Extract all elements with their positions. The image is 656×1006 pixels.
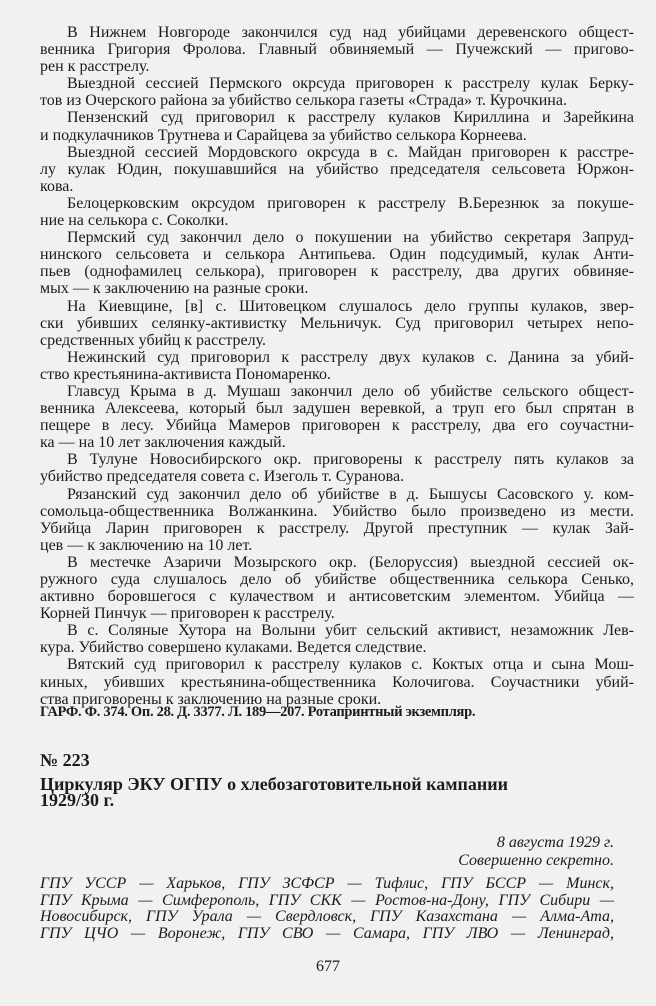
text-line: сомольца-общественника Волжанкина. Убийство было произведено из мести.: [40, 502, 634, 520]
text-line: Выездной сессией Мордовского окрсуда в с. Майдан приговорен к расстре-: [67, 143, 634, 161]
text-line: Рязанский суд закончил дело об убийстве в д. Бышусы Сасовского у. ком-: [67, 485, 634, 503]
text-line: мых — к заключению на разные сроки.: [40, 280, 309, 298]
text-line: ства приговорены к заключению на разные сроки.: [40, 690, 382, 708]
text-line: ство крестьянина-активиста Пономаренко.: [40, 365, 331, 383]
page-number: 677: [316, 958, 340, 975]
text-line: Нежинский суд приговорил к расстрелу двух кулаков с. Данина за убий-: [67, 348, 634, 366]
paragraph: [40, 144, 634, 195]
paragraph: [40, 349, 634, 383]
text-line: ски убивших селянку-активистку Мельничук. Суд приговорил четырех непо-: [40, 314, 634, 332]
text-line: Выездной сессией Пермского окрсуда приговорен к расстрелу кулак Берку-: [67, 75, 634, 93]
text-line: рен к расстрелу.: [40, 58, 150, 76]
paragraph: [40, 298, 634, 349]
text-line: В с. Соляные Хутора на Волыни убит сельский активист, незаможник Лев-: [67, 622, 634, 640]
text-line: пещере в лесу. Убийца Мамеров приговорен к расстрелу, два его соучастни-: [40, 417, 634, 435]
text-line: киных, убивших крестьянина-общественника Колочигова. Соучастники убий-: [40, 673, 634, 691]
body-text: [40, 24, 634, 708]
text-line: кура. Убийство совершено кулаками. Ведется следствие.: [40, 639, 427, 657]
text-line: В Нижнем Новгороде закончился суд над убийцами деревенского общест-: [67, 24, 634, 41]
text-line: Убийца Ларин приговорен к расстрелу. Другой преступник — кулак Зай-: [40, 519, 634, 537]
text-line: пьев (однофамилец селькора), приговорен к расстрелу, два других обвиняе-: [40, 263, 634, 281]
text-line: венника Алексеева, который был задушен веревкой, а труп его был спрятан в: [40, 400, 634, 418]
document-date: 8 августа 1929 г.: [496, 834, 614, 851]
text-line: нинского сельсовета и селькора Антипьева. Один подсудимый, кулак Анти-: [40, 246, 634, 264]
addressees: [40, 876, 614, 943]
paragraph: [40, 383, 634, 451]
text-line: тов из Очерского района за убийство селькора газеты «Страда» т. Курочкина.: [40, 92, 567, 110]
paragraph: [40, 195, 634, 229]
paragraph: [40, 109, 634, 143]
document-classification: Совершенно секретно.: [458, 852, 614, 869]
addressee-line: ГПУ Крыма — Симферополь, ГПУ СКК — Ростов-на-Дону, ГПУ Сибири —: [40, 891, 614, 909]
addressee-line: Новосибирск, ГПУ Урала — Свердловск, ГПУ Казахстана — Алма-Ата,: [40, 908, 614, 926]
text-line: Пермский суд закончил дело о покушении на убийство секретаря Запруд-: [67, 229, 634, 247]
document-title: [40, 776, 600, 808]
text-line: цев — к заключению на 10 лет.: [40, 536, 253, 554]
paragraph: [40, 75, 634, 109]
text-line: ружного суда слушалось дело об убийстве общественника селькора Сенько,: [40, 571, 634, 588]
text-line: ка — на 10 лет заключения каждый.: [40, 434, 286, 452]
text-line: Белоцерковским окрсудом приговорен к расстрелу В.Березнюк за покуше-: [67, 194, 634, 212]
text-line: ние на селькора с. Соколки.: [40, 212, 229, 230]
archive-source-note: ГАРФ. Ф. 374. Оп. 28. Д. 3377. Л. 189—207. Ротапринтный экземпляр.: [40, 704, 476, 720]
paragraph: [40, 229, 634, 297]
text-line: средственных убийц к расстрелу.: [40, 331, 267, 349]
paragraph: [40, 554, 634, 622]
text-line: На Киевщине, [в] с. Шитовецком слушалось дело группы кулаков, звер-: [67, 297, 634, 315]
paragraph: [40, 486, 634, 554]
document-number: № 223: [40, 750, 90, 770]
paragraph: [40, 622, 634, 656]
paragraph: [40, 451, 634, 485]
text-line: Вятский суд приговорил к расстрелу кулаков с. Коктых отца и сына Мош-: [67, 656, 634, 674]
text-line: убийство председателя совета с. Изеголь т. Суранова.: [40, 468, 405, 486]
document-title-line: 1929/30 г.: [40, 790, 115, 810]
text-line: венника Григория Фролова. Главный обвиняемый — Пучежский — пригово-: [40, 41, 634, 59]
text-line: и подкулачников Трутнева и Сарайцева за убийство селькора Корнеева.: [40, 126, 527, 144]
text-line: кова.: [40, 177, 74, 195]
text-line: Главсуд Крыма в д. Мушаш закончил дело об убийстве сельского общест-: [67, 382, 634, 400]
text-line: В Тулуне Новосибирского окр. приговорены к расстрелу пять кулаков за: [67, 451, 634, 469]
paragraph: [40, 24, 634, 75]
text-line: активно боровшегося с кулачеством и антисоветским элементом. Убийца —: [40, 588, 634, 606]
text-line: Пензенский суд приговорил к расстрелу кулаков Кириллина и Зарейкина: [67, 109, 634, 127]
text-line: Корней Пинчук — приговорен к расстрелу.: [40, 605, 335, 623]
text-line: лу кулак Юдин, покушавшийся на убийство председателя сельсовета Юржон-: [40, 160, 634, 178]
addressee-line: ГПУ УССР — Харьков, ГПУ ЗСФСР — Тифлис, ГПУ БССР — Минск,: [40, 875, 614, 892]
document-meta: [40, 834, 614, 870]
document-title-line: Циркуляр ЭКУ ОГПУ о хлебозаготовительной кампании: [40, 774, 509, 794]
addressee-line: ГПУ ЦЧО — Воронеж, ГПУ СВО — Самара, ГПУ ЛВО — Ленинград,: [40, 925, 614, 943]
text-line: В местечке Азаричи Мозырского окр. (Белоруссия) выездной сессией ок-: [67, 553, 634, 571]
paragraph: [40, 656, 634, 707]
